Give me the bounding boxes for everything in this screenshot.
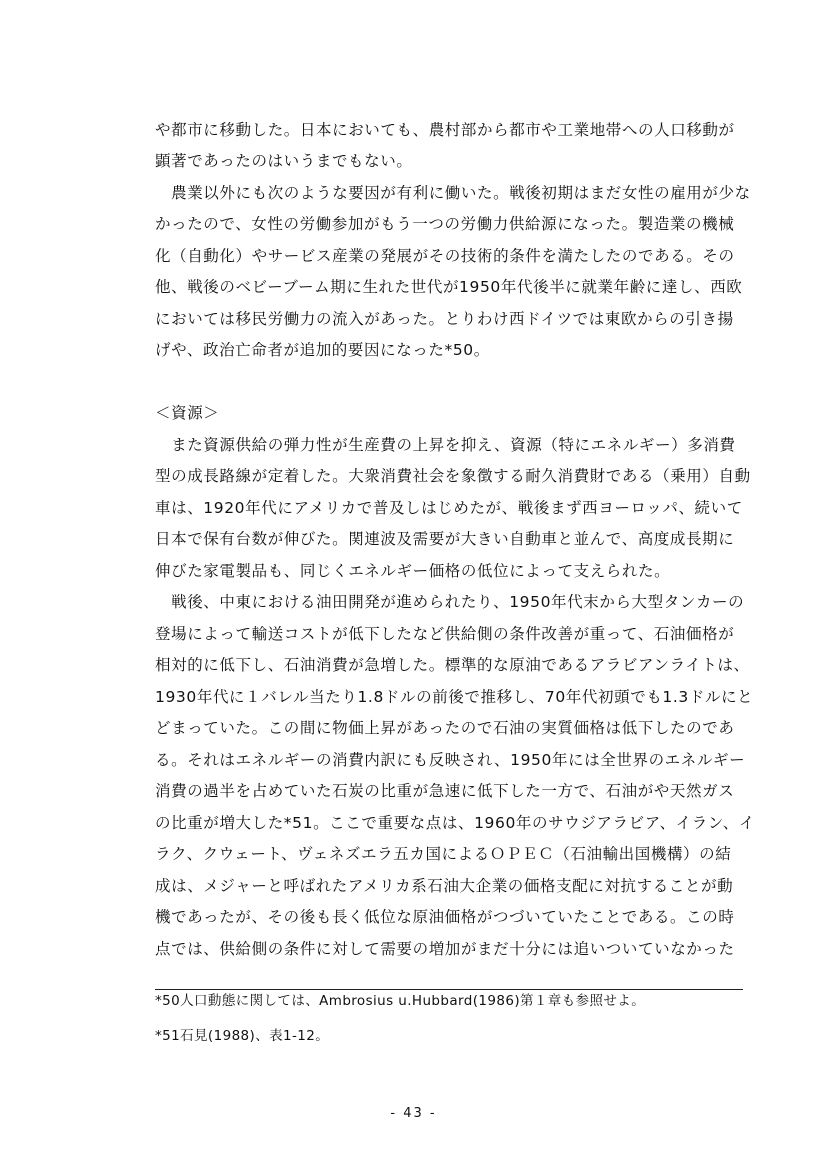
body-line: 顕著であったのはいうまでもない。 [155,152,413,170]
body-line: 型の成長路線が定着した。大衆消費社会を象徴する耐久消費財である（乗用）自動 [155,467,751,485]
section-heading: ＜資源＞ [155,404,220,422]
body-line: 成は、メジャーと呼ばれたアメリカ系石油大企業の価格支配に対抗することが動 [155,877,734,895]
body-line: 消費の過半を占めていた石炭の比重が急速に低下した一方で、石油がや天然ガス [155,782,735,800]
page-number: - 43 - [390,1106,437,1121]
body-line: 日本で保有台数が伸びた。関連波及需要が大きい自動車と並んで、高度成長期に [155,530,735,548]
body-line: 1930年代に１バレル当たり1.8ドルの前後で推移し、70年代初頭でも1.3ドルにと [155,688,754,706]
body-line: や都市に移動した。日本においても、農村部から都市や工業地帯への人口移動が [155,121,735,139]
body-line: 相対的に低下し、石油消費が急増した。標準的な原油であるアラビアンライトは、 [155,656,750,674]
body-line: る。それはエネルギーの消費内訳にも反映され、1950年には全世界のエネルギー [155,751,746,769]
body-line: 登場によって輸送コストが低下したなど供給側の条件改善が重って、石油価格が [155,625,735,643]
body-line: 他、戦後のベビーブーム期に生れた世代が1950年代後半に就業年齢に達し、西欧 [155,278,743,296]
body-line: ラク、クウェート、ヴェネズエラ五カ国によるＯＰＥＣ（石油輸出国機構）の結 [155,845,732,863]
footnote-51: *51石見(1988)、表1-12。 [155,1028,330,1044]
body-line: げや、政治亡命者が追加的要因になった*50。 [155,341,490,359]
body-line: 戦後、中東における油田開発が進められたり、1950年代末から大型タンカーの [155,593,745,611]
footnote-50: *50人口動態に関しては、Ambrosius u.Hubbard(1986)第１章も参照せよ。 [155,993,646,1009]
body-line: の比重が増大した*51。ここで重要な点は、1960年のサウジアラビア、イラン、イ [155,814,755,832]
body-line: においては移民労働力の流入があった。とりわけ西ドイツでは東欧からの引き揚 [155,310,734,328]
body-line: かったので、女性の労働参加がもう一つの労働力供給源になった。製造業の機械 [155,215,735,233]
body-line: 点では、供給側の条件に対して需要の増加がまだ十分には追いついていなかった [155,940,735,958]
footnote-separator [155,989,743,990]
body-line: 伸びた家電製品も、同じくエネルギー価格の低位によって支えられた。 [155,562,671,580]
body-line: どまっていた。この間に物価上昇があったので石油の実質価格は低下したのであ [155,719,735,737]
body-line: 農業以外にも次のような要因が有利に働いた。戦後初期はまだ女性の雇用が少な [155,184,751,202]
body-line: 機であったが、その後も長く低位な原油価格がつづいていたことである。この時 [155,908,735,926]
body-line: 車は、1920年代にアメリカで普及しはじめたが、戦後まず西ヨーロッパ、続いて [155,499,743,517]
body-line: 化（自動化）やサービス産業の発展がその技術的条件を満たしたのである。その [155,247,735,265]
body-line: また資源供給の弾力性が生産費の上昇を抑え、資源（特にエネルギー）多消費 [155,436,736,454]
